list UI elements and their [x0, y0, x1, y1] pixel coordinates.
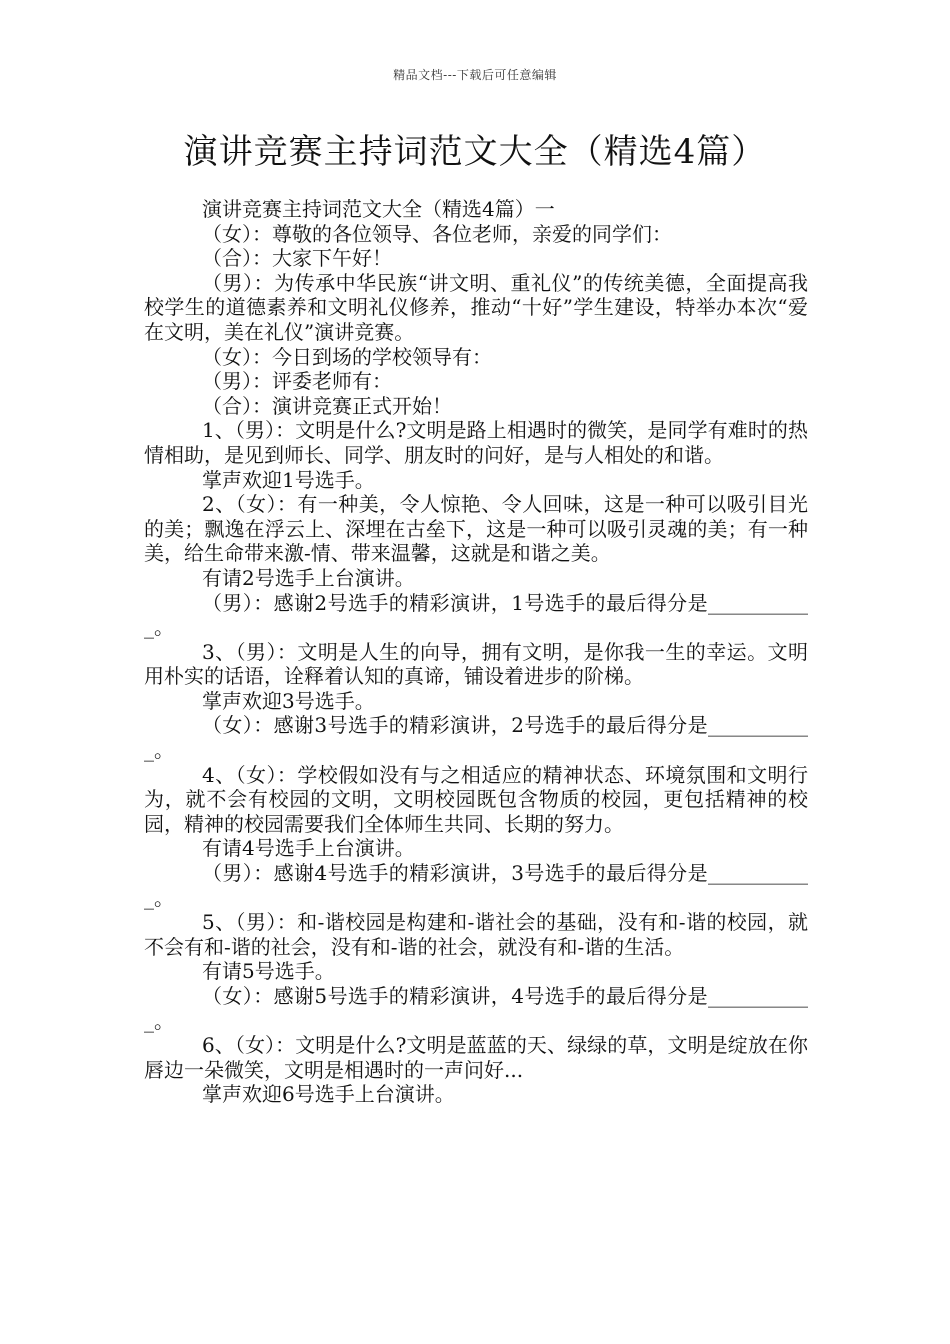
paragraph-intro-3: 3、（男）：文明是人生的向导，拥有文明，是你我一生的幸运。文明用朴实的话语，诠释着认知的真谛，铺设着进步的阶梯。	[144, 639, 808, 689]
document-title: 演讲竞赛主持词范文大全（精选4篇）	[183, 132, 767, 172]
paragraph-welcome-6: 掌声欢迎6号选手上台演讲。	[202, 1082, 455, 1107]
paragraph-judges: （男）：评委老师有：	[202, 369, 392, 394]
paragraph-intro-6: 6、（女）：文明是什么?文明是蓝蓝的天、绿绿的草，文明是绽放在你唇边一朵微笑，文明是相遇时的一声问好...	[144, 1033, 808, 1082]
paragraph-score-2: （女）：感谢3号选手的精彩演讲，2号选手的最后得分是___________。	[144, 713, 808, 763]
paragraph-score-3: （男）：感谢4号选手的精彩演讲，3号选手的最后得分是___________。	[144, 861, 808, 910]
paragraph-together-greeting: （合）：大家下午好！	[202, 246, 392, 271]
paragraph-purpose: （男）：为传承中华民族“讲文明、重礼仪”的传统美德，全面提高我校学生的道德素养和文明礼仪修养，推动“十好”学生建设，特举办本次“爱在文明，美在礼仪”演讲竞赛。	[144, 270, 808, 344]
paragraph-score-1: （男）：感谢2号选手的精彩演讲，1号选手的最后得分是___________。	[144, 590, 808, 640]
paragraph-start: （合）：演讲竞赛正式开始！	[202, 393, 452, 418]
page-header-note: 精品文档---下载后可任意编辑	[393, 68, 557, 82]
paragraph-invite-5: 有请5号选手。	[202, 959, 335, 984]
paragraph-intro-5: 5、（男）：和-谐校园是构建和-谐社会的基础，没有和-谐的校园，就不会有和-谐的社会，没有和-谐的社会，就没有和-谐的生活。	[144, 910, 808, 959]
paragraph-welcome-3: 掌声欢迎3号选手。	[202, 688, 375, 713]
paragraph-intro-4: 4、（女）：学校假如没有与之相适应的精神状态、环境氛围和文明行为，就不会有校园的文明，文明校园既包含物质的校园，更包括精神的校园，精神的校园需要我们全体师生共同、长期的努力。	[144, 762, 808, 836]
paragraph-score-4: （女）：感谢5号选手的精彩演讲，4号选手的最后得分是___________。	[144, 984, 808, 1033]
paragraph-section-heading: 演讲竞赛主持词范文大全（精选4篇）一	[202, 197, 555, 221]
paragraph-welcome-1: 掌声欢迎1号选手。	[202, 467, 375, 492]
paragraph-invite-4: 有请4号选手上台演讲。	[202, 836, 415, 861]
paragraph-intro-2: 2、（女）：有一种美，令人惊艳、令人回味，这是一种可以吸引目光的美；飘逸在浮云上、深埋在古垒下，这是一种可以吸引灵魂的美；有一种美，给生命带来激-情、带来温馨，这就是和谐之美。	[144, 492, 808, 566]
document-body	[144, 197, 808, 1107]
paragraph-invite-2: 有请2号选手上台演讲。	[202, 565, 415, 590]
paragraph-greeting: （女）：尊敬的各位领导、各位老师，亲爱的同学们：	[202, 221, 672, 246]
paragraph-leaders: （女）：今日到场的学校领导有：	[202, 344, 492, 369]
paragraph-intro-1: 1、（男）：文明是什么?文明是路上相遇时的微笑，是同学有难时的热情相助，是见到师长、同学、朋友时的问好，是与人相处的和谐。	[144, 418, 808, 467]
